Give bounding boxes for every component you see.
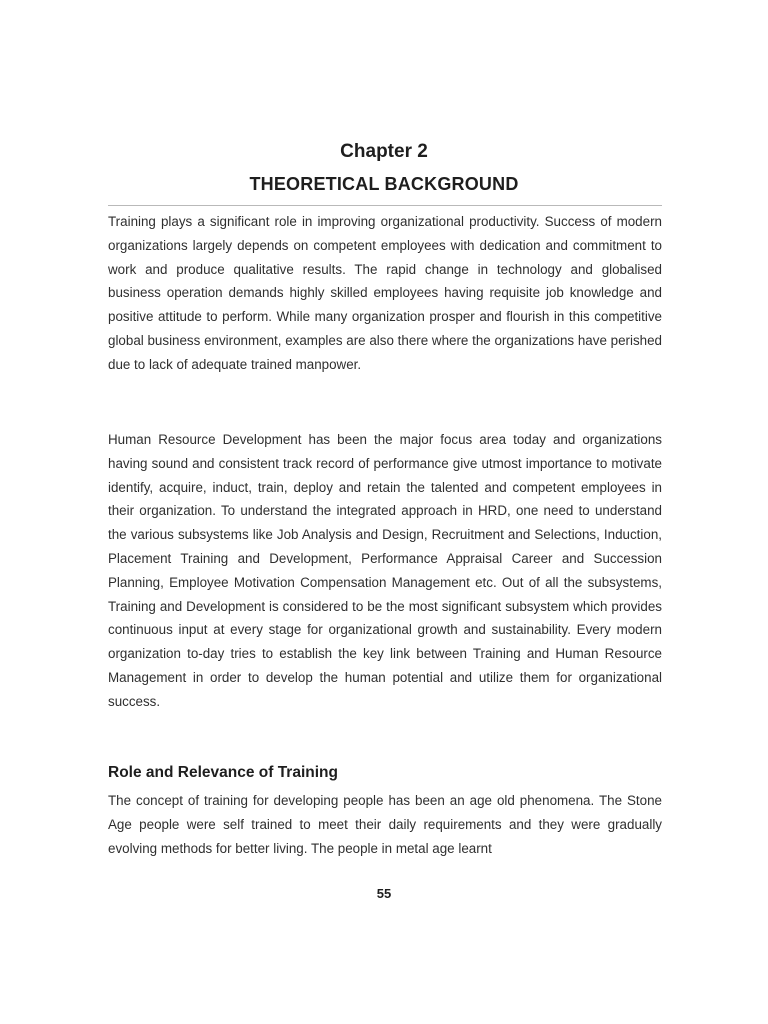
- paragraph-role-relevance: The concept of training for developing people has been an age old phenomena. The Stone Age people were self trained to meet their daily requirements and they were gradually evolving methods for better living. The people in metal age learnt: [108, 793, 662, 856]
- paragraph-hrd: Human Resource Development has been the major focus area today and organizations having sound and consistent track record of performance give utmost importance to motivate identify, acquire, induct, train, deploy and retain the talented and competent employees in their organization. To understand the integrated approach in HRD, one need to understand the various subsystems like Job Analysis and Design, Recruitment and Selections, Induction, Placement Training and Development, Performance Appraisal Career and Succession Planning, Employee Motivation Compensation Management etc. Out of all the subsystems, Training and Development is considered to be the most significant subsystem which provides continuous input at every stage for organizational growth and sustainability. Every modern organization to-day tries to establish the key link between Training and Human Resource Management in order to develop the human potential and utilize them for organizational success.: [108, 432, 662, 709]
- page-number: 55: [376, 886, 392, 901]
- chapter-label: Chapter 2: [340, 141, 428, 162]
- title-divider: [108, 205, 662, 206]
- chapter-title: THEORETICAL BACKGROUND: [249, 174, 519, 194]
- paragraph-intro: Training plays a significant role in improving organizational productivity. Success of modern organizations largely depends on competent employees with dedication and commitment to work and produce qualitative results. The rapid change in technology and globalised business operation demands highly skilled employees having requisite job knowledge and positive attitude to perform. While many organization prosper and flourish in this competitive global business environment, examples are also there where the organizations have perished due to lack of adequate trained manpower.: [108, 214, 662, 372]
- section-heading: Role and Relevance of Training: [108, 764, 338, 781]
